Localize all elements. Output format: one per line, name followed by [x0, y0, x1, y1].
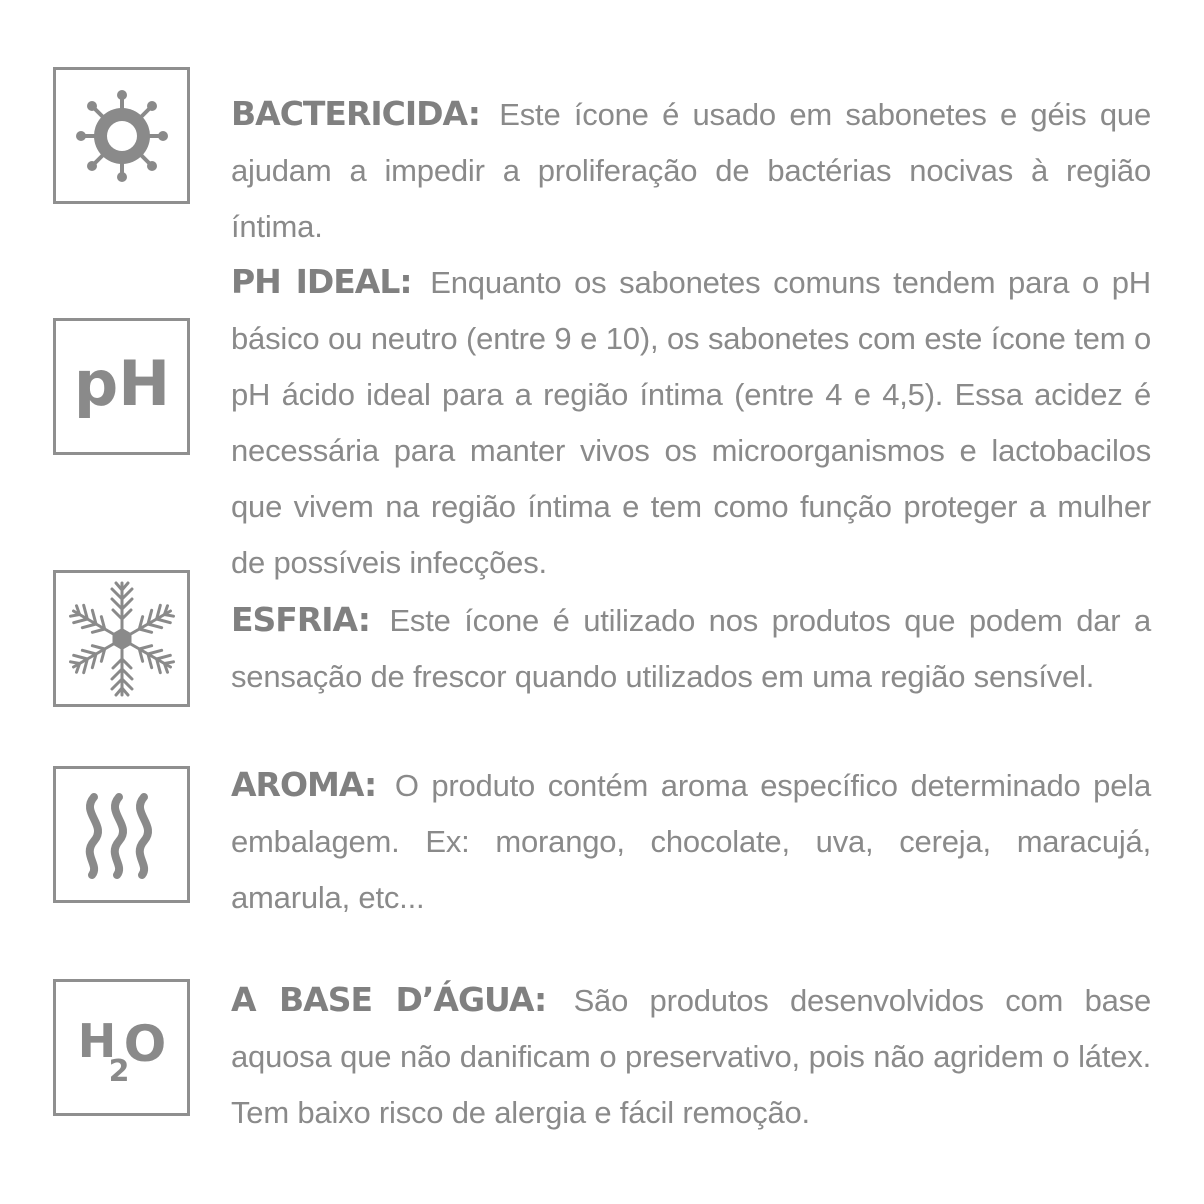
snowflake-icon [60, 577, 184, 701]
term-bactericida: BACTERICIDA: [231, 94, 480, 133]
description-esfria: Este ícone é utilizado nos produtos que podem dar a sensação de frescor quando utilizados em uma região sensível. [231, 603, 1151, 694]
term-aroma: AROMA: [231, 765, 377, 804]
ph-icon [67, 347, 177, 427]
bacteria-icon [72, 86, 172, 186]
feature-text-esfria [231, 592, 1151, 705]
h2o-icon-h: H [77, 1013, 116, 1068]
bacteria-icon-box [53, 67, 190, 204]
description-ph-ideal: Enquanto os sabonetes comuns tendem para o pH básico ou neutro (entre 9 e 10), os sabonetes com este ícone tem o pH ácido ideal para a região íntima (entre 4 e 4,5). Essa acidez é necessária para manter vivos os microorganismos e lactobacilos que vivem na região íntima e tem como função proteger a mulher de possíveis infecções. [231, 265, 1151, 580]
term-base-agua: A BASE D’ÁGUA: [231, 980, 547, 1019]
feature-text-base-agua [231, 972, 1151, 1141]
feature-text-ph-ideal [231, 254, 1151, 591]
feature-text-bactericida [231, 86, 1151, 255]
h2o-icon [67, 1003, 177, 1093]
aroma-waves-icon [72, 785, 172, 885]
ph-icon-text: pH [73, 346, 170, 420]
h2o-icon-o: O [123, 1014, 166, 1073]
description-base-agua: São produtos desenvolvidos com base aquosa que não danificam o preservativo, pois não agridem o látex. Tem baixo risco de alergia e fácil remoção. [231, 983, 1151, 1130]
term-ph-ideal: PH IDEAL: [231, 262, 412, 301]
feature-text-aroma [231, 757, 1151, 926]
term-esfria: ESFRIA: [231, 600, 370, 639]
h2o-icon-sub: 2 [108, 1053, 129, 1089]
aroma-icon-box [53, 766, 190, 903]
ph-icon-box [53, 318, 190, 455]
description-aroma: O produto contém aroma específico determinado pela embalagem. Ex: morango, chocolate, uva, cereja, maracujá, amarula, etc... [231, 768, 1151, 915]
description-bactericida: Este ícone é usado em sabonetes e géis que ajudam a impedir a proliferação de bactérias nocivas à região íntima. [231, 97, 1151, 244]
snowflake-icon-box [53, 570, 190, 707]
h2o-icon-box [53, 979, 190, 1116]
